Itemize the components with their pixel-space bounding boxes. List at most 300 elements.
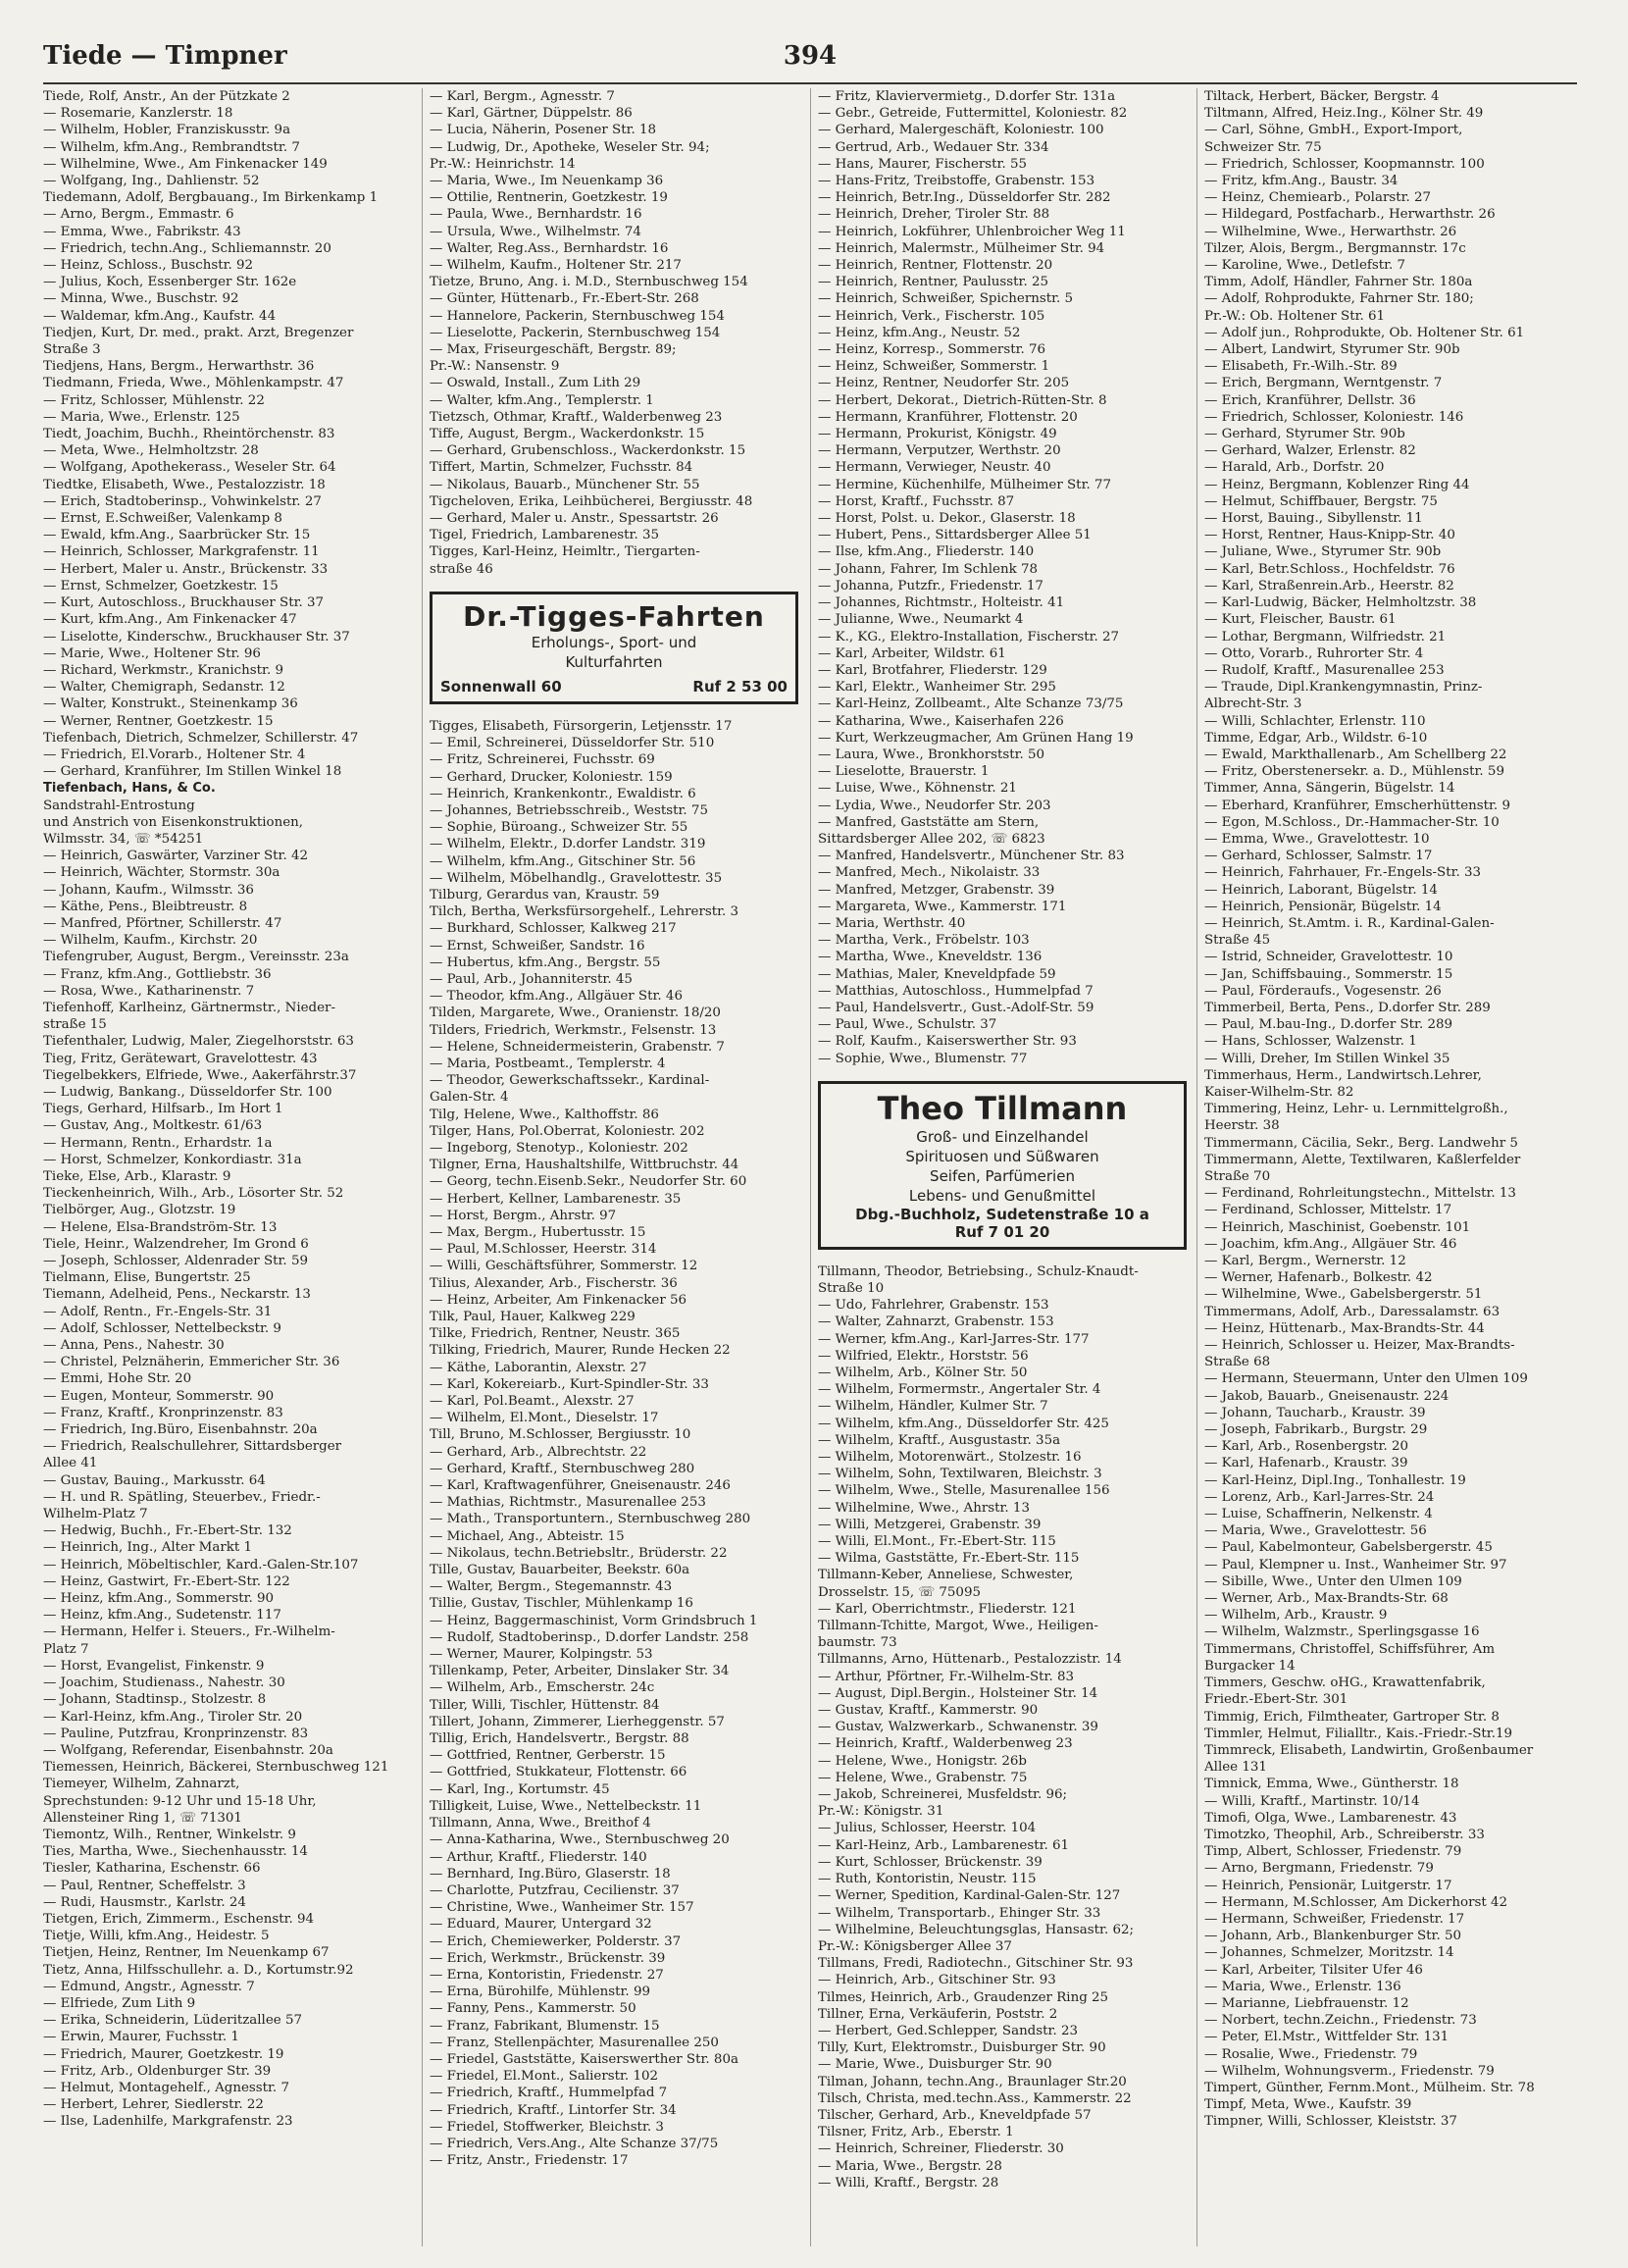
directory-entry: — Sophie, Büroang., Schweizer Str. 55 bbox=[430, 820, 688, 836]
directory-entry: — Karl, Arb., Rosenbergstr. 20 bbox=[1204, 1439, 1409, 1455]
directory-entry: — Elisabeth, Fr.-Wilh.-Str. 89 bbox=[1204, 359, 1398, 375]
directory-entry: — Heinz, Schweißer, Sommerstr. 1 bbox=[818, 359, 1050, 375]
directory-entry: — Friedrich, El.Vorarb., Holtener Str. 4 bbox=[43, 747, 306, 762]
directory-entry: Tillmanns, Arno, Hüttenarb., Pestalozzistr. 14 bbox=[818, 1652, 1122, 1668]
directory-entry: — Horst, Polst. u. Dekor., Glaserstr. 18 bbox=[818, 511, 1076, 527]
directory-entry: — Ernst, Schmelzer, Goetzkestr. 15 bbox=[43, 578, 279, 593]
directory-entry: Timofi, Olga, Wwe., Lambarenestr. 43 bbox=[1204, 1810, 1457, 1826]
directory-entry: — Erich, Kranführer, Dellstr. 36 bbox=[1204, 392, 1416, 408]
directory-entry: — Karl-Heinz, Dipl.Ing., Tonhallestr. 19 bbox=[1204, 1472, 1466, 1488]
directory-entry: — Hans, Schlosser, Walzenstr. 1 bbox=[1204, 1034, 1417, 1050]
directory-entry: Tilscher, Gerhard, Arb., Kneveldpfade 57 bbox=[818, 2107, 1092, 2123]
directory-entry: — Mathias, Richtmstr., Masurenallee 253 bbox=[430, 1495, 706, 1511]
directory-entry: Tietje, Willi, kfm.Ang., Heidestr. 5 bbox=[43, 1929, 270, 1944]
directory-entry: Tilger, Hans, Pol.Oberrat, Koloniestr. 202 bbox=[430, 1123, 705, 1139]
directory-entry: Tiefenbach, Dietrich, Schmelzer, Schillerstr. 47 bbox=[43, 730, 359, 746]
directory-entry: Tillmans, Fredi, Radiotechn., Gitschiner Str. 93 bbox=[818, 1956, 1134, 1972]
directory-entry: — Paul, Rentner, Scheffelstr. 3 bbox=[43, 1878, 246, 1893]
directory-entry: — Heinz, Schloss., Buschstr. 92 bbox=[43, 258, 254, 274]
directory-entry: — Pauline, Putzfrau, Kronprinzenstr. 83 bbox=[43, 1726, 309, 1741]
directory-entry: — Sophie, Wwe., Blumenstr. 77 bbox=[818, 1051, 1028, 1066]
directory-entry: — Fritz, Arb., Oldenburger Str. 39 bbox=[43, 2063, 272, 2079]
directory-entry: — Walter, Reg.Ass., Bernhardstr. 16 bbox=[430, 240, 669, 256]
directory-entry: — Ottilie, Rentnerin, Goetzkestr. 19 bbox=[430, 190, 668, 206]
directory-entry: — Erna, Kontoristin, Friedenstr. 27 bbox=[430, 1967, 664, 1983]
directory-entry: — Erich, Bergmann, Werntgenstr. 7 bbox=[1204, 376, 1443, 391]
directory-entry: — Heinrich, Pensionär, Luitgerstr. 17 bbox=[1204, 1878, 1452, 1893]
directory-entry: Tielmann, Elise, Bungertstr. 25 bbox=[43, 1270, 251, 1286]
directory-entry: Tieke, Else, Arb., Klarastr. 9 bbox=[43, 1169, 231, 1184]
directory-entry: — Albert, Landwirt, Styrumer Str. 90b bbox=[1204, 342, 1460, 358]
directory-entry: — Maria, Werthstr. 40 bbox=[818, 915, 966, 931]
directory-entry: Pr.-W.: Königsberger Allee 37 bbox=[818, 1938, 1012, 1954]
directory-entry: — Joseph, Schlosser, Aldenrader Str. 59 bbox=[43, 1254, 308, 1269]
directory-entry: — Kurt, Schlosser, Brückenstr. 39 bbox=[818, 1854, 1043, 1870]
directory-entry: — Gerhard, Malergeschäft, Koloniestr. 100 bbox=[818, 123, 1104, 138]
directory-entry: Tilsch, Christa, med.techn.Ass., Kammerstr. 22 bbox=[818, 2090, 1132, 2106]
directory-entry: — Heinrich, St.Amtm. i. R., Kardinal-Galen- bbox=[1204, 915, 1495, 931]
directory-entry: — Wilhelm, Sohn, Textilwaren, Bleichstr. 3 bbox=[818, 1467, 1102, 1482]
directory-entry: — Wilhelmine, Wwe., Am Finkenacker 149 bbox=[43, 156, 328, 172]
directory-entry: — Wilma, Gaststätte, Fr.-Ebert-Str. 115 bbox=[818, 1551, 1080, 1567]
directory-entry: Platz 7 bbox=[43, 1641, 89, 1657]
directory-entry: — Eugen, Monteur, Sommerstr. 90 bbox=[43, 1388, 275, 1404]
directory-entry: — Wilhelm, Kaufm., Holtener Str. 217 bbox=[430, 258, 682, 274]
directory-entry: — Heinz, Baggermaschinist, Vorm Grindsbruch 1 bbox=[430, 1613, 758, 1628]
directory-entry: — Heinrich, Dreher, Tiroler Str. 88 bbox=[818, 207, 1050, 223]
directory-entry: Tilzer, Alois, Bergm., Bergmannstr. 17c bbox=[1204, 240, 1466, 256]
ad-title: Theo Tillmann bbox=[877, 1089, 1128, 1127]
ad-line: Kulturfahrten bbox=[565, 652, 663, 671]
directory-entry: — Lucia, Näherin, Posener Str. 18 bbox=[430, 123, 657, 138]
directory-entry: — Arthur, Pförtner, Fr.-Wilhelm-Str. 83 bbox=[818, 1669, 1075, 1684]
directory-entry: — Willi, Metzgerei, Grabenstr. 39 bbox=[818, 1517, 1042, 1532]
directory-entry: — Erich, Werkmstr., Brückenstr. 39 bbox=[430, 1950, 666, 1966]
directory-entry: — K., KG., Elektro-Installation, Fischerstr. 27 bbox=[818, 629, 1120, 644]
directory-entry: — Helmut, Schiffbauer, Bergstr. 75 bbox=[1204, 493, 1438, 509]
directory-entry: Tiffert, Martin, Schmelzer, Fuchsstr. 84 bbox=[430, 460, 693, 476]
directory-entry: Timpf, Meta, Wwe., Kaufstr. 39 bbox=[1204, 2097, 1412, 2113]
directory-entry: — Wilhelmine, Wwe., Herwarthstr. 26 bbox=[1204, 224, 1457, 239]
directory-entry: — Paul, M.Schlosser, Heerstr. 314 bbox=[430, 1242, 657, 1258]
directory-entry: — Arthur, Kraftf., Fliederstr. 140 bbox=[430, 1849, 647, 1865]
directory-entry: — Willi, El.Mont., Fr.-Ebert-Str. 115 bbox=[818, 1534, 1056, 1550]
directory-entry: — Richard, Werkmstr., Kranichstr. 9 bbox=[43, 662, 283, 678]
directory-entry: Tiltmann, Alfred, Heiz.Ing., Kölner Str. 49 bbox=[1204, 106, 1484, 122]
directory-entry: — Math., Transportuntern., Sternbuschweg 280 bbox=[430, 1512, 751, 1527]
ad-address: Dbg.-Buchholz, Sudetenstraße 10 a bbox=[855, 1205, 1149, 1223]
directory-entry: — Hermann, Schweißer, Friedenstr. 17 bbox=[1204, 1911, 1465, 1927]
directory-entry: — Heinrich, Lokführer, Uhlenbroicher Weg 11 bbox=[818, 224, 1126, 239]
directory-entry: — Gustav, Kraftf., Kammerstr. 90 bbox=[818, 1703, 1039, 1719]
directory-entry: — August, Dipl.Bergin., Holsteiner Str. 14 bbox=[818, 1685, 1098, 1701]
directory-entry: — Max, Bergm., Hubertusstr. 15 bbox=[430, 1224, 646, 1240]
directory-entry: — Karl, Gärtner, Düppelstr. 86 bbox=[430, 106, 633, 122]
directory-entry: — Manfred, Pförtner, Schillerstr. 47 bbox=[43, 915, 282, 931]
directory-entry: — Heinz, Bergmann, Koblenzer Ring 44 bbox=[1204, 477, 1470, 492]
directory-entry: — Werner, Spedition, Kardinal-Galen-Str. 127 bbox=[818, 1888, 1121, 1904]
directory-entry: Timmermann, Cäcilia, Sekr., Berg. Landwehr 5 bbox=[1204, 1135, 1518, 1151]
directory-entry: Timm, Adolf, Händler, Fahrner Str. 180a bbox=[1204, 275, 1473, 290]
directory-entry: — Rosa, Wwe., Katharinenstr. 7 bbox=[43, 983, 255, 999]
directory-entry: — Anna, Pens., Nahestr. 30 bbox=[43, 1338, 225, 1354]
directory-entry: Tielbörger, Aug., Glotzstr. 19 bbox=[43, 1203, 236, 1218]
directory-entry: — Franz, kfm.Ang., Gottliebstr. 36 bbox=[43, 966, 272, 982]
directory-entry: — Gottfried, Stukkateur, Flottenstr. 66 bbox=[430, 1765, 687, 1780]
directory-entry: — Heinz, kfm.Ang., Sudetenstr. 117 bbox=[43, 1608, 281, 1624]
directory-entry: — Laura, Wwe., Bronkhorststr. 50 bbox=[818, 747, 1045, 762]
directory-entry: — Wilhelm, Wwe., Stelle, Masurenallee 156 bbox=[818, 1483, 1110, 1499]
directory-entry: Timmig, Erich, Filmtheater, Gartroper Str. 8 bbox=[1204, 1709, 1500, 1725]
directory-entry: baumstr. 73 bbox=[818, 1635, 897, 1651]
directory-entry: — Nikolaus, Bauarb., Münchener Str. 55 bbox=[430, 477, 700, 492]
directory-entry: Timmreck, Elisabeth, Landwirtin, Großenbaumer bbox=[1204, 1742, 1534, 1758]
ad-phone: Ruf 2 53 00 bbox=[692, 677, 788, 696]
ad-phone: Ruf 7 01 20 bbox=[954, 1222, 1050, 1241]
directory-entry: — Karl, Straßenrein.Arb., Heerstr. 82 bbox=[1204, 578, 1454, 593]
directory-entry: — Paul, Wwe., Schulstr. 37 bbox=[818, 1017, 997, 1033]
directory-entry: — Arno, Bergm., Emmastr. 6 bbox=[43, 207, 234, 223]
directory-entry: — Karl-Heinz, Zollbeamt., Alte Schanze 73/75 bbox=[818, 696, 1124, 712]
directory-entry: — Erich, Stadtoberinsp., Vohwinkelstr. 27 bbox=[43, 493, 322, 509]
directory-entry: Tilburg, Gerardus van, Kraustr. 59 bbox=[430, 887, 660, 902]
directory-entry: Tilch, Bertha, Werksfürsorgehelf., Lehrerstr. 3 bbox=[430, 904, 739, 920]
directory-entry: Tietzsch, Othmar, Kraftf., Walderbenweg 23 bbox=[430, 409, 723, 425]
directory-entry: — Johann, Kaufm., Wilmsstr. 36 bbox=[43, 882, 254, 898]
directory-entry: — Arno, Bergmann, Friedenstr. 79 bbox=[1204, 1861, 1434, 1877]
ad-tigges-fahrten bbox=[430, 592, 798, 704]
directory-entry: Tiltack, Herbert, Bäcker, Bergstr. 4 bbox=[1204, 89, 1440, 104]
directory-entry: — Wilhelm, Wohnungsverm., Friedenstr. 79 bbox=[1204, 2063, 1495, 2079]
directory-entry: — Otto, Vorarb., Ruhrorter Str. 4 bbox=[1204, 645, 1424, 661]
directory-entry: — Charlotte, Putzfrau, Cecilienstr. 37 bbox=[430, 1882, 680, 1898]
directory-entry: — Maria, Wwe., Bergstr. 28 bbox=[818, 2158, 1002, 2174]
directory-entry: — Heinrich, Wächter, Stormstr. 30a bbox=[43, 865, 280, 881]
directory-entry: — Herbert, Lehrer, Siedlerstr. 22 bbox=[43, 2097, 264, 2113]
directory-entry: — Franz, Fabrikant, Blumenstr. 15 bbox=[430, 2018, 660, 2034]
directory-entry: — Nikolaus, techn.Betriebsltr., Brüderstr. 22 bbox=[430, 1545, 728, 1561]
directory-entry: — Wilhelm, Elektr., D.dorfer Landstr. 319 bbox=[430, 837, 706, 852]
directory-entry: — Heinrich, Möbeltischler, Kard.-Galen-Str.107 bbox=[43, 1557, 359, 1572]
directory-entry: — Heinrich, Malermstr., Mülheimer Str. 94 bbox=[818, 240, 1105, 256]
directory-entry: — Georg, techn.Eisenb.Sekr., Neudorfer Str. 60 bbox=[430, 1174, 747, 1190]
directory-entry: — Horst, Bergm., Ahrstr. 97 bbox=[430, 1208, 617, 1223]
directory-entry: straße 46 bbox=[430, 561, 493, 577]
directory-entry: Galen-Str. 4 bbox=[430, 1090, 509, 1106]
directory-entry: — Paul, Förderaufs., Vogesenstr. 26 bbox=[1204, 983, 1442, 999]
directory-entry: — Friedel, Gaststätte, Kaiserswerther Str. 80a bbox=[430, 2051, 738, 2067]
directory-entry: — Hermann, Verwieger, Neustr. 40 bbox=[818, 460, 1051, 476]
directory-entry: straße 15 bbox=[43, 1017, 107, 1033]
directory-entry: Tilke, Friedrich, Rentner, Neustr. 365 bbox=[430, 1326, 681, 1342]
directory-entry: — Wilhelm, Walzmstr., Sperlingsgasse 16 bbox=[1204, 1624, 1480, 1640]
directory-entry: Tilking, Friedrich, Maurer, Runde Hecken 22 bbox=[430, 1343, 731, 1359]
directory-entry: Timmermann, Alette, Textilwaren, Kaßlerfelder bbox=[1204, 1152, 1521, 1167]
directory-entry: — Johanna, Putzfr., Friedenstr. 17 bbox=[818, 578, 1043, 593]
directory-entry: — Egon, M.Schloss., Dr.-Hammacher-Str. 10 bbox=[1204, 814, 1500, 830]
directory-entry: Tilg, Helene, Wwe., Kalthoffstr. 86 bbox=[430, 1107, 659, 1122]
directory-entry: Tiffe, August, Bergm., Wackerdonkstr. 15 bbox=[430, 427, 705, 442]
directory-entry: — Harald, Arb., Dorfstr. 20 bbox=[1204, 460, 1385, 476]
directory-entry: — Theodor, kfm.Ang., Allgäuer Str. 46 bbox=[430, 989, 683, 1005]
directory-entry: — Wilhelm, Transportarb., Ehinger Str. 33 bbox=[818, 1905, 1101, 1921]
directory-entry: Drosselstr. 15, ☏ 75095 bbox=[818, 1584, 981, 1600]
directory-entry: — Joseph, Fabrikarb., Burgstr. 29 bbox=[1204, 1422, 1428, 1438]
directory-entry: — Heinrich, Verk., Fischerstr. 105 bbox=[818, 308, 1045, 324]
directory-entry: — Heinz, Hüttenarb., Max-Brandts-Str. 44 bbox=[1204, 1320, 1485, 1336]
directory-entry: — Emma, Wwe., Gravelottestr. 10 bbox=[1204, 831, 1430, 847]
directory-entry: Tillenkamp, Peter, Arbeiter, Dinslaker Str. 34 bbox=[430, 1664, 730, 1679]
directory-entry: — Günter, Hüttenarb., Fr.-Ebert-Str. 268 bbox=[430, 291, 699, 307]
directory-entry: — Wilhelm, Arb., Emscherstr. 24c bbox=[430, 1680, 655, 1696]
directory-entry: — Friedrich, Ing.Büro, Eisenbahnstr. 20a bbox=[43, 1422, 318, 1438]
directory-entry: — Peter, El.Mstr., Wittfelder Str. 131 bbox=[1204, 2030, 1450, 2045]
directory-entry: — Paul, Kabelmonteur, Gabelsbergerstr. 45 bbox=[1204, 1540, 1493, 1556]
directory-entry: — Hubertus, kfm.Ang., Bergstr. 55 bbox=[430, 954, 661, 970]
directory-entry: — Elfriede, Zum Lith 9 bbox=[43, 1995, 196, 2011]
directory-entry: — Walter, kfm.Ang., Templerstr. 1 bbox=[430, 392, 654, 408]
directory-entry: — Wolfgang, Ing., Dahlienstr. 52 bbox=[43, 174, 260, 189]
directory-entry: — Franz, Kraftf., Kronprinzenstr. 83 bbox=[43, 1405, 283, 1420]
directory-entry: — Edmund, Angstr., Agnesstr. 7 bbox=[43, 1979, 255, 1994]
directory-entry: — Wilfried, Elektr., Horststr. 56 bbox=[818, 1348, 1029, 1364]
directory-entry: — Ruth, Kontoristin, Neustr. 115 bbox=[818, 1872, 1037, 1887]
directory-entry: Timp, Albert, Schlosser, Friedenstr. 79 bbox=[1204, 1844, 1462, 1860]
directory-entry: — Horst, Schmelzer, Konkordiastr. 31a bbox=[43, 1152, 302, 1167]
directory-entry: — Wilhelmine, Wwe., Ahrstr. 13 bbox=[818, 1500, 1030, 1516]
directory-entry: — Meta, Wwe., Helmholtzstr. 28 bbox=[43, 443, 259, 459]
directory-entry: — Adolf jun., Rohprodukte, Ob. Holtener Str. 61 bbox=[1204, 325, 1525, 340]
directory-entry: — Wilhelm, Motorenwärt., Stolzestr. 16 bbox=[818, 1450, 1082, 1466]
directory-entry: — Martha, Wwe., Kneveldstr. 136 bbox=[818, 950, 1043, 965]
directory-entry: Burgacker 14 bbox=[1204, 1658, 1296, 1674]
directory-entry: Allee 41 bbox=[43, 1456, 98, 1471]
directory-entry: — Paul, Arb., Johanniterstr. 45 bbox=[430, 971, 633, 987]
directory-entry: — Joachim, kfm.Ang., Allgäuer Str. 46 bbox=[1204, 1236, 1457, 1252]
directory-entry: Tiedjen, Kurt, Dr. med., prakt. Arzt, Bregenzer bbox=[43, 325, 354, 340]
directory-entry: — Johann, Stadtinsp., Stolzestr. 8 bbox=[43, 1692, 267, 1708]
directory-entry: Tillmann-Keber, Anneliese, Schwester, bbox=[818, 1568, 1074, 1583]
directory-entry: — Udo, Fahrlehrer, Grabenstr. 153 bbox=[818, 1298, 1049, 1314]
directory-entry: Timmerbeil, Berta, Pens., D.dorfer Str. 289 bbox=[1204, 1000, 1491, 1015]
directory-entry: Tietz, Anna, Hilfsschullehr. a. D., Kortumstr.92 bbox=[43, 1962, 354, 1978]
directory-entry: — Karl-Ludwig, Bäcker, Helmholtzstr. 38 bbox=[1204, 595, 1477, 611]
directory-entry: — Johann, Taucharb., Kraustr. 39 bbox=[1204, 1405, 1426, 1420]
directory-entry: — Wilhelm, Händler, Kulmer Str. 7 bbox=[818, 1399, 1048, 1415]
directory-entry: — Maria, Wwe., Erlenstr. 136 bbox=[1204, 1979, 1401, 1994]
directory-entry: — Herbert, Kellner, Lambarenestr. 35 bbox=[430, 1191, 682, 1207]
directory-entry: Schweizer Str. 75 bbox=[1204, 139, 1322, 155]
directory-entry: Timpner, Willi, Schlosser, Kleiststr. 37 bbox=[1204, 2114, 1457, 2130]
directory-entry: Tiemessen, Heinrich, Bäckerei, Sternbuschweg 121 bbox=[43, 1760, 389, 1776]
directory-entry: — Willi, Dreher, Im Stillen Winkel 35 bbox=[1204, 1051, 1450, 1066]
directory-entry: — Karl-Heinz, kfm.Ang., Tiroler Str. 20 bbox=[43, 1709, 303, 1725]
directory-entry: — Jan, Schiffsbauing., Sommerstr. 15 bbox=[1204, 966, 1453, 982]
directory-entry: — Minna, Wwe., Buschstr. 92 bbox=[43, 291, 239, 307]
directory-entry: — Ernst, E.Schweißer, Valenkamp 8 bbox=[43, 511, 282, 527]
directory-entry: Pr.-W.: Nansenstr. 9 bbox=[430, 359, 560, 375]
directory-entry: — Heinrich, Schweißer, Spichernstr. 5 bbox=[818, 291, 1074, 307]
directory-entry: — Julianne, Wwe., Neumarkt 4 bbox=[818, 612, 1024, 628]
directory-entry: Wilmsstr. 34, ☏ *54251 bbox=[43, 831, 204, 847]
directory-entry: Tillner, Erna, Verkäuferin, Poststr. 2 bbox=[818, 2006, 1058, 2022]
directory-entry: — Heinz, Gastwirt, Fr.-Ebert-Str. 122 bbox=[43, 1573, 290, 1589]
directory-entry: Tietze, Bruno, Ang. i. M.D., Sternbuschweg 154 bbox=[430, 275, 748, 290]
directory-entry: — Marie, Wwe., Holtener Str. 96 bbox=[43, 645, 261, 661]
directory-entry: — Wolfgang, Apothekerass., Weseler Str. 64 bbox=[43, 460, 336, 476]
directory-entry: — Friedrich, Kraftf., Lintorfer Str. 34 bbox=[430, 2102, 677, 2118]
directory-entry: — Heinrich, Gaswärter, Varziner Str. 42 bbox=[43, 849, 309, 864]
directory-entry: — Hannelore, Packerin, Sternbuschweg 154 bbox=[430, 308, 725, 324]
directory-entry: Timme, Edgar, Arb., Wildstr. 6-10 bbox=[1204, 730, 1428, 746]
directory-entry: Timmler, Helmut, Filialltr., Kais.-Friedr.-Str.19 bbox=[1204, 1726, 1513, 1741]
directory-entry: — Herbert, Maler u. Anstr., Brückenstr. 33 bbox=[43, 561, 329, 577]
directory-entry: — Rudi, Hausmstr., Karlstr. 24 bbox=[43, 1894, 246, 1910]
directory-entry: — Friedrich, Schlosser, Koopmannstr. 100 bbox=[1204, 156, 1485, 172]
directory-entry: — Karl, Elektr., Wanheimer Str. 295 bbox=[818, 680, 1056, 696]
directory-entry: — Heinrich, Fahrhauer, Fr.-Engels-Str. 33 bbox=[1204, 865, 1482, 881]
directory-entry: Tiegs, Gerhard, Hilfsarb., Im Hort 1 bbox=[43, 1102, 283, 1117]
directory-entry: — Karl, Kokereiarb., Kurt-Spindler-Str. 33 bbox=[430, 1376, 709, 1392]
directory-entry: — Ursula, Wwe., Wilhelmstr. 74 bbox=[430, 224, 641, 239]
directory-entry: — Lieselotte, Brauerstr. 1 bbox=[818, 764, 990, 780]
directory-entry: — Gustav, Bauing., Markusstr. 64 bbox=[43, 1472, 266, 1488]
directory-entry: Tilk, Paul, Hauer, Kalkweg 229 bbox=[430, 1310, 636, 1324]
entry-list bbox=[430, 718, 802, 2169]
directory-entry: — Johann, Arb., Blankenburger Str. 50 bbox=[1204, 1929, 1462, 1944]
directory-entry: — Gerhard, Arb., Albrechtstr. 22 bbox=[430, 1444, 647, 1460]
directory-entry: — Heinrich, Maschinist, Goebenstr. 101 bbox=[1204, 1219, 1471, 1235]
directory-entry: — Maria, Postbeamt., Templerstr. 4 bbox=[430, 1056, 666, 1071]
directory-entry: Tilsner, Fritz, Arb., Eberstr. 1 bbox=[818, 2125, 1014, 2140]
directory-entry: — Karl, Hafenarb., Kraustr. 39 bbox=[1204, 1456, 1408, 1471]
directory-entry: — Werner, Rentner, Goetzkestr. 15 bbox=[43, 713, 274, 729]
directory-entry: — Helene, Wwe., Grabenstr. 75 bbox=[818, 1770, 1028, 1785]
directory-entry: — Norbert, techn.Zeichn., Friedenstr. 73 bbox=[1204, 2013, 1477, 2029]
directory-entry: — Heinrich, Schlosser, Markgrafenstr. 11 bbox=[43, 544, 320, 560]
entry-list bbox=[430, 88, 802, 578]
directory-entry: Tille, Gustav, Bauarbeiter, Beekstr. 60a bbox=[430, 1563, 690, 1578]
directory-entry: — Adolf, Rohprodukte, Fahrner Str. 180; bbox=[1204, 291, 1474, 307]
directory-entry: — Fanny, Pens., Kammerstr. 50 bbox=[430, 2001, 636, 2017]
directory-entry: — Gerhard, Kranführer, Im Stillen Winkel 18 bbox=[43, 764, 342, 780]
ad-title: Dr.-Tigges-Fahrten bbox=[463, 599, 765, 633]
directory-entry: — Friedel, El.Mont., Salierstr. 102 bbox=[430, 2069, 659, 2085]
directory-entry: — Heinrich, Ing., Alter Markt 1 bbox=[43, 1540, 253, 1556]
directory-entry: — Maria, Wwe., Gravelottestr. 56 bbox=[1204, 1523, 1427, 1539]
directory-entry: — Kurt, Autoschloss., Bruckhauser Str. 37 bbox=[43, 595, 325, 611]
directory-entry: — Rolf, Kaufm., Kaiserswerther Str. 93 bbox=[818, 1034, 1077, 1050]
directory-entry: — Gebr., Getreide, Futtermittel, Koloniestr. 82 bbox=[818, 106, 1128, 122]
directory-entry: Tiedmann, Frieda, Wwe., Möhlenkampstr. 47 bbox=[43, 376, 344, 391]
directory-entry: — Heinrich, Kraftf., Walderbenweg 23 bbox=[818, 1736, 1073, 1752]
directory-entry: — H. und R. Spätling, Steuerbev., Friedr.- bbox=[43, 1489, 321, 1505]
directory-entry: — Walter, Chemigraph, Sedanstr. 12 bbox=[43, 680, 285, 696]
directory-entry: — Julius, Schlosser, Heerstr. 104 bbox=[818, 1821, 1037, 1836]
directory-entry: — Adolf, Rentn., Fr.-Engels-Str. 31 bbox=[43, 1304, 273, 1319]
directory-entry: — Herbert, Ged.Schlepper, Sandstr. 23 bbox=[818, 2023, 1078, 2038]
directory-entry: — Herbert, Dekorat., Dietrich-Rütten-Str. 8 bbox=[818, 392, 1107, 408]
directory-entry: Timmermans, Christoffel, Schiffsführer, Am bbox=[1204, 1641, 1496, 1657]
directory-entry: — Walter, Bergm., Stegemannstr. 43 bbox=[430, 1579, 673, 1595]
directory-entry: — Walter, Konstrukt., Steinenkamp 36 bbox=[43, 696, 298, 712]
directory-entry: — Fritz, Oberstenersekr. a. D., Mühlenstr. 59 bbox=[1204, 764, 1504, 780]
directory-entry: Tiegelbekkers, Elfriede, Wwe., Aakerfährstr.37 bbox=[43, 1067, 357, 1083]
directory-entry: — Manfred, Handelsvertr., Münchener Str. 83 bbox=[818, 849, 1125, 864]
directory-entry: — Heinz, Rentner, Neudorfer Str. 205 bbox=[818, 376, 1070, 391]
directory-entry: — Matthias, Autoschloss., Hummelpfad 7 bbox=[818, 983, 1094, 999]
directory-entry: Timotzko, Theophil, Arb., Schreiberstr. 33 bbox=[1204, 1827, 1485, 1842]
directory-entry: — Hermann, Rentn., Erhardstr. 1a bbox=[43, 1135, 273, 1151]
directory-entry: — Erwin, Maurer, Fuchsstr. 1 bbox=[43, 2030, 239, 2045]
directory-entry: — Manfred, Gaststätte am Stern, bbox=[818, 814, 1040, 830]
directory-entry: Heerstr. 38 bbox=[1204, 1118, 1280, 1134]
directory-entry: Tilden, Margarete, Wwe., Oranienstr. 18/20 bbox=[430, 1005, 721, 1021]
directory-entry: — Ilse, kfm.Ang., Fliederstr. 140 bbox=[818, 544, 1035, 560]
directory-entry: — Karl, Betr.Schloss., Hochfeldstr. 76 bbox=[1204, 561, 1455, 577]
directory-entry: — Wilhelm, kfm.Ang., Gitschiner Str. 56 bbox=[430, 853, 696, 869]
directory-entry: Tiedjens, Hans, Bergm., Herwarthstr. 36 bbox=[43, 359, 315, 375]
directory-entry: — Carl, Söhne, GmbH., Export-Import, bbox=[1204, 123, 1463, 138]
directory-entry: Tiemeyer, Wilhelm, Zahnarzt, bbox=[43, 1777, 240, 1792]
directory-entry: Pr.-W.: Heinrichstr. 14 bbox=[430, 156, 576, 172]
ad-line: Lebens- und Genußmittel bbox=[908, 1186, 1096, 1205]
column-4 bbox=[1204, 88, 1577, 2246]
directory-entry: — Hermann, Verputzer, Werthstr. 20 bbox=[818, 443, 1061, 459]
directory-entry: — Heinrich, Krankenkontr., Ewaldistr. 6 bbox=[430, 786, 696, 801]
directory-entry: — Ilse, Ladenhilfe, Markgrafenstr. 23 bbox=[43, 2114, 293, 2130]
directory-entry: — Werner, kfm.Ang., Karl-Jarres-Str. 177 bbox=[818, 1331, 1090, 1347]
directory-entry: Tilly, Kurt, Elektromstr., Duisburger Str. 90 bbox=[818, 2040, 1106, 2056]
directory-entry: — Gustav, Ang., Moltkestr. 61/63 bbox=[43, 1118, 263, 1134]
directory-entry: Tigges, Elisabeth, Fürsorgerin, Letjensstr. 17 bbox=[430, 718, 733, 734]
directory-entry: Sittardsberger Allee 202, ☏ 6823 bbox=[818, 831, 1045, 847]
directory-entry: — Max, Friseurgeschäft, Bergstr. 89; bbox=[430, 342, 677, 358]
directory-entry: Tiesler, Katharina, Eschenstr. 66 bbox=[43, 1861, 261, 1877]
directory-entry: — Adolf, Schlosser, Nettelbeckstr. 9 bbox=[43, 1320, 281, 1336]
directory-entry: — Bernhard, Ing.Büro, Glaserstr. 18 bbox=[430, 1866, 671, 1881]
directory-entry: Tilgner, Erna, Haushaltshilfe, Wittbruchstr. 44 bbox=[430, 1158, 739, 1173]
column-3 bbox=[818, 88, 1191, 2246]
directory-entry: — Jakob, Bauarb., Gneisenaustr. 224 bbox=[1204, 1388, 1450, 1404]
directory-entry: — Karl, Ing., Kortumstr. 45 bbox=[430, 1781, 610, 1797]
ad-theo-tillmann bbox=[818, 1081, 1187, 1250]
directory-entry: — Friedrich, Vers.Ang., Alte Schanze 37/75 bbox=[430, 2136, 719, 2151]
directory-entry: — Wilhelm, Möbelhandlg., Gravelottestr. 35 bbox=[430, 870, 723, 886]
directory-entry: — Hans-Fritz, Treibstoffe, Grabenstr. 153 bbox=[818, 174, 1095, 189]
directory-entry: Tilligkeit, Luise, Wwe., Nettelbeckstr. 11 bbox=[430, 1798, 702, 1814]
directory-entry: — Hermann, Steuermann, Unter den Ulmen 109 bbox=[1204, 1371, 1528, 1387]
directory-entry: Timmer, Anna, Sängerin, Bügelstr. 14 bbox=[1204, 781, 1455, 797]
directory-entry: Pr.-W.: Ob. Holtener Str. 61 bbox=[1204, 308, 1386, 324]
directory-entry: — Gustav, Walzwerkarb., Schwanenstr. 39 bbox=[818, 1720, 1098, 1735]
directory-entry: — Friedrich, Realschullehrer, Sittardsberger bbox=[43, 1439, 342, 1455]
directory-entry: — Friedrich, techn.Ang., Schliemannstr. 20 bbox=[43, 240, 331, 256]
directory-entry: Straße 45 bbox=[1204, 933, 1271, 949]
running-head: Tiede — Timpner bbox=[43, 41, 287, 71]
directory-entry: — Fritz, Klaviervermietg., D.dorfer Str. 131a bbox=[818, 89, 1116, 104]
directory-entry: — Willi, Schlachter, Erlenstr. 110 bbox=[1204, 713, 1426, 729]
directory-entry: — Fritz, Anstr., Friedenstr. 17 bbox=[430, 2153, 629, 2169]
directory-entry: — Horst, Rentner, Haus-Knipp-Str. 40 bbox=[1204, 528, 1455, 543]
directory-entry: und Anstrich von Eisenkonstruktionen, bbox=[43, 814, 304, 830]
directory-entry: — Johannes, Schmelzer, Moritzstr. 14 bbox=[1204, 1945, 1454, 1961]
directory-entry: — Emil, Schreinerei, Düsseldorfer Str. 510 bbox=[430, 736, 715, 751]
column-divider bbox=[810, 88, 811, 2246]
directory-entry: — Wilhelm, Arb., Kraustr. 9 bbox=[1204, 1608, 1388, 1624]
directory-entry: — Hermann, Prokurist, Königstr. 49 bbox=[818, 427, 1057, 442]
directory-entry: — Wilhelm, Formermstr., Angertaler Str. 4 bbox=[818, 1382, 1101, 1398]
